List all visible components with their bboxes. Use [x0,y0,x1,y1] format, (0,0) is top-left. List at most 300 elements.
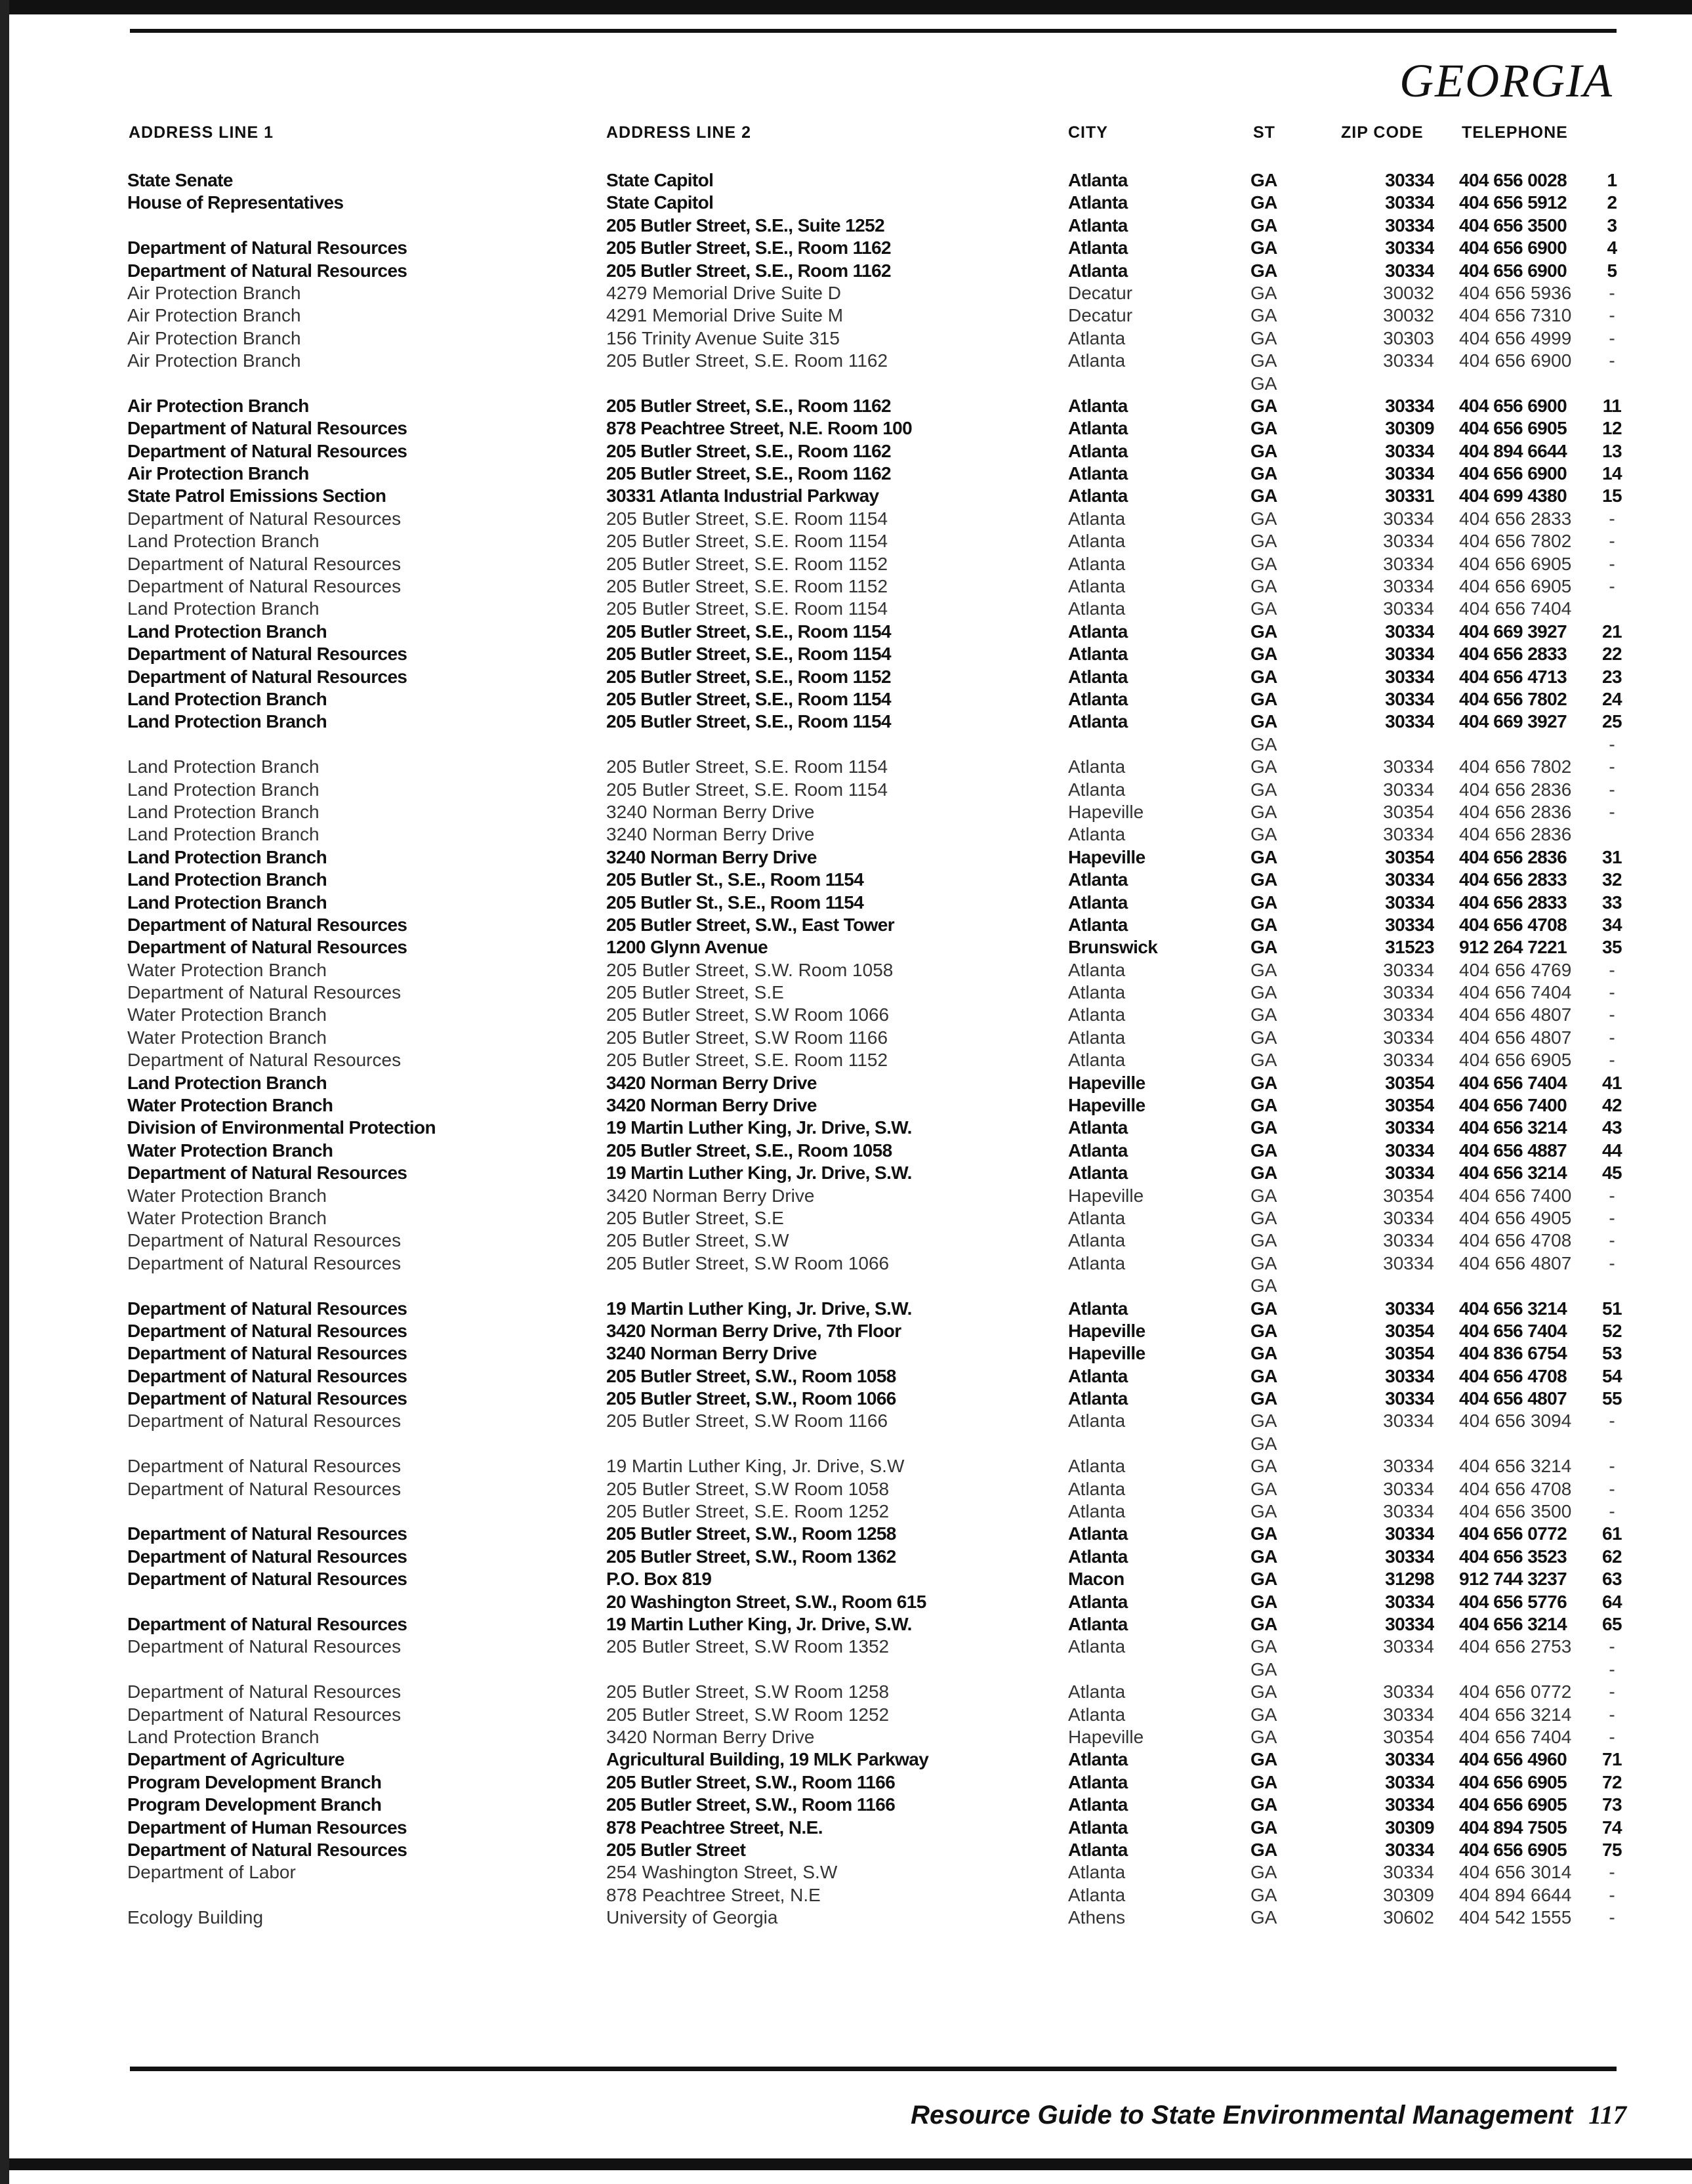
cell-zip-code: 30334 [1385,1388,1434,1409]
cell-address-line-2: 205 Butler Street, S.E., Room 1154 [606,621,892,642]
cell-state: GA [1250,1884,1277,1905]
cell-telephone: 404 656 6905 [1459,576,1572,597]
table-row [0,530,1692,552]
table-row [0,869,1692,891]
cell-address-line-1: Air Protection Branch [127,282,301,303]
cell-zip-code: 30354 [1383,801,1434,822]
cell-city: Athens [1068,1907,1126,1928]
cell-line-number: - [1609,1636,1615,1657]
cell-state: GA [1250,1004,1277,1025]
table-row [0,417,1692,440]
table-row [0,1320,1692,1342]
table-row [0,1365,1692,1388]
cell-line-number: - [1609,1884,1615,1905]
cell-zip-code: 30334 [1385,621,1434,642]
cell-line-number: 45 [1602,1163,1622,1184]
cell-zip-code: 30334 [1385,237,1434,258]
cell-address-line-1: House of Representatives [127,192,344,213]
cell-line-number: - [1609,733,1615,754]
cell-address-line-1: Department of Natural Resources [127,1388,407,1409]
cell-zip-code: 30354 [1383,1726,1434,1747]
scan-edge-top [0,0,1692,14]
cell-city: Atlanta [1068,1614,1128,1634]
page-footer [911,2099,1626,2130]
cell-city: Atlanta [1068,327,1126,348]
cell-address-line-2: 205 Butler Street, S.E. Room 1152 [606,1050,888,1071]
cell-state: GA [1250,1771,1277,1792]
table-row [0,327,1692,350]
cell-city: Atlanta [1068,1478,1126,1499]
cell-address-line-2: 205 Butler St., S.E., Room 1154 [606,869,864,890]
cell-line-number: 42 [1602,1095,1622,1116]
cell-address-line-2: 19 Martin Luther King, Jr. Drive, S.W. [606,1117,912,1138]
cell-city: Brunswick [1068,937,1158,958]
cell-line-number: 12 [1602,418,1622,439]
cell-line-number: 23 [1602,666,1622,687]
cell-city: Atlanta [1068,485,1128,506]
cell-line-number: - [1609,959,1615,980]
cell-city: Atlanta [1068,1546,1128,1567]
cell-line-number: - [1609,531,1615,552]
cell-state: GA [1250,553,1277,574]
cell-state: GA [1250,260,1277,281]
cell-address-line-2: 1200 Glynn Avenue [606,937,768,958]
cell-zip-code: 30334 [1385,1365,1434,1386]
cell-zip-code: 30334 [1385,440,1434,461]
cell-state: GA [1250,531,1277,552]
cell-zip-code: 30334 [1383,1050,1434,1071]
cell-zip-code: 30334 [1385,711,1434,732]
table-row [0,1726,1692,1748]
cell-line-number: 72 [1602,1771,1622,1792]
cell-address-line-1: Department of Natural Resources [127,576,402,597]
cell-line-number: 53 [1602,1343,1622,1364]
cell-address-line-1: Department of Natural Resources [127,1411,402,1432]
cell-line-number: 44 [1602,1140,1622,1161]
cell-zip-code: 30334 [1383,1478,1434,1499]
cell-telephone: 404 656 2753 [1459,1636,1572,1657]
cell-state: GA [1250,576,1277,597]
cell-city: Atlanta [1068,779,1126,800]
cell-address-line-1: Department of Natural Resources [127,1365,407,1386]
cell-address-line-1: Air Protection Branch [127,327,301,348]
cell-state: GA [1250,1275,1277,1296]
cell-address-line-1: Water Protection Branch [127,1207,327,1228]
table-row [0,959,1692,981]
cell-state: GA [1250,463,1277,484]
cell-city: Decatur [1068,305,1133,326]
table-row [0,553,1692,575]
cell-address-line-2: 19 Martin Luther King, Jr. Drive, S.W. [606,1163,912,1184]
cell-telephone: 912 264 7221 [1459,937,1567,958]
cell-state: GA [1250,1298,1277,1319]
cell-line-number: - [1609,1004,1615,1025]
cell-address-line-2: 156 Trinity Avenue Suite 315 [606,327,840,348]
cell-state: GA [1250,508,1277,529]
cell-address-line-1: State Senate [127,170,233,190]
cell-address-line-2: 205 Butler Street, S.W., Room 1166 [606,1771,896,1792]
cell-state: GA [1250,170,1277,190]
cell-city: Atlanta [1068,688,1128,709]
cell-state: GA [1250,598,1277,619]
cell-address-line-2: 205 Butler Street, S.W Room 1252 [606,1704,890,1725]
cell-zip-code: 31298 [1385,1569,1434,1590]
cell-telephone: 404 656 6905 [1459,1771,1567,1792]
cell-line-number: - [1609,1411,1615,1432]
cell-city: Atlanta [1068,1411,1126,1432]
cell-zip-code: 30334 [1385,688,1434,709]
cell-city: Atlanta [1068,1027,1126,1048]
scan-edge-bottom [9,2158,1692,2170]
cell-state: GA [1250,237,1277,258]
table-row [0,598,1692,620]
cell-state: GA [1250,801,1277,822]
cell-zip-code: 30354 [1385,1343,1434,1364]
cell-state: GA [1250,1659,1277,1679]
table-row [0,1049,1692,1071]
cell-address-line-1: Air Protection Branch [127,463,309,484]
cell-zip-code: 30032 [1383,305,1434,326]
cell-state: GA [1250,1343,1277,1364]
cell-address-line-2: 205 Butler Street, S.W., Room 1258 [606,1523,896,1544]
cell-state: GA [1250,711,1277,732]
cell-zip-code: 30334 [1385,170,1434,190]
cell-line-number: 5 [1607,260,1617,281]
cell-city: Atlanta [1068,1230,1126,1251]
cell-city: Atlanta [1068,1004,1126,1025]
cell-address-line-1: Land Protection Branch [127,1072,327,1093]
cell-address-line-2: 19 Martin Luther King, Jr. Drive, S.W [606,1456,905,1477]
cell-state: GA [1250,733,1277,754]
cell-address-line-1: Department of Natural Resources [127,666,407,687]
cell-address-line-2: 205 Butler Street, S.W Room 1058 [606,1478,890,1499]
cell-telephone: 404 656 2833 [1459,644,1567,665]
table-row [0,756,1692,778]
table-row [0,1659,1692,1681]
cell-line-number: 63 [1602,1569,1622,1590]
table-row [0,350,1692,372]
cell-line-number: - [1609,1050,1615,1071]
cell-zip-code: 30334 [1383,1862,1434,1883]
table-row [0,440,1692,463]
cell-state: GA [1250,395,1277,416]
cell-zip-code: 30334 [1383,1501,1434,1522]
cell-state: GA [1250,1591,1277,1612]
cell-zip-code: 30334 [1385,644,1434,665]
cell-state: GA [1250,1817,1277,1838]
cell-city: Atlanta [1068,598,1126,619]
cell-address-line-1: Department of Agriculture [127,1749,344,1770]
cell-address-line-1: Land Protection Branch [127,688,327,709]
table-row [0,688,1692,711]
cell-zip-code: 30334 [1385,395,1434,416]
cell-telephone: 404 656 4807 [1459,1388,1567,1409]
cell-telephone: 404 656 4769 [1459,959,1572,980]
cell-city: Atlanta [1068,982,1126,1003]
cell-address-line-1: Department of Natural Resources [127,1839,407,1860]
cell-telephone: 404 656 7404 [1459,1726,1572,1747]
cell-line-number: 62 [1602,1546,1622,1567]
cell-telephone: 404 656 4708 [1459,1365,1567,1386]
cell-state: GA [1250,1907,1277,1928]
cell-telephone: 404 656 4887 [1459,1140,1567,1161]
cell-line-number: - [1609,1456,1615,1477]
bottom-rule [130,2067,1617,2071]
table-row [0,192,1692,214]
cell-telephone: 404 656 7404 [1459,982,1572,1003]
cell-address-line-1: Department of Natural Resources [127,508,402,529]
cell-state: GA [1250,1569,1277,1590]
cell-zip-code: 30334 [1383,1252,1434,1273]
cell-zip-code: 30334 [1383,1411,1434,1432]
cell-zip-code: 30334 [1383,1681,1434,1702]
cell-line-number: - [1609,756,1615,777]
cell-line-number: 73 [1602,1794,1622,1815]
cell-telephone: 404 656 4807 [1459,1027,1572,1048]
cell-state: GA [1250,1365,1277,1386]
table-row [0,1275,1692,1297]
cell-line-number: - [1609,327,1615,348]
page-title: GEORGIA [1399,54,1613,107]
cell-telephone: 404 656 6905 [1459,1839,1567,1860]
cell-address-line-2: 205 Butler Street, S.W Room 1066 [606,1252,890,1273]
table-row [0,282,1692,304]
cell-address-line-2: 205 Butler Street, S.W. Room 1058 [606,959,894,980]
cell-line-number: 13 [1602,440,1622,461]
cell-zip-code: 30334 [1383,982,1434,1003]
cell-zip-code: 30334 [1385,666,1434,687]
cell-city: Atlanta [1068,1884,1126,1905]
cell-address-line-1: Department of Natural Resources [127,1456,402,1477]
cell-zip-code: 31523 [1385,937,1434,958]
table-row [0,981,1692,1004]
cell-address-line-2: 205 Butler Street, S.E. Room 1154 [606,508,888,529]
cell-telephone: 404 656 6905 [1459,418,1567,439]
cell-address-line-1: Department of Natural Resources [127,1704,402,1725]
cell-address-line-1: Department of Natural Resources [127,914,407,935]
cell-address-line-2: 205 Butler Street, S.E., Room 1154 [606,644,892,665]
cell-telephone: 404 656 2836 [1459,801,1572,822]
cell-city: Hapeville [1068,1185,1144,1206]
cell-city: Atlanta [1068,350,1126,371]
cell-zip-code: 30032 [1383,282,1434,303]
cell-address-line-2: P.O. Box 819 [606,1569,712,1590]
cell-address-line-2: 205 Butler Street, S.E [606,1207,784,1228]
cell-state: GA [1250,1163,1277,1184]
cell-address-line-2: 205 Butler Street, S.E., Room 1162 [606,440,892,461]
cell-line-number: - [1609,1478,1615,1499]
cell-address-line-2: 205 Butler Street, S.W Room 1166 [606,1027,888,1048]
cell-zip-code: 30334 [1383,1456,1434,1477]
cell-address-line-2: 19 Martin Luther King, Jr. Drive, S.W. [606,1298,912,1319]
cell-telephone: 404 656 3014 [1459,1862,1572,1883]
cell-state: GA [1250,892,1277,913]
cell-address-line-2: 3420 Norman Berry Drive [606,1185,815,1206]
cell-state: GA [1250,982,1277,1003]
cell-line-number: 52 [1602,1320,1622,1341]
table-row [0,1636,1692,1658]
cell-zip-code: 30334 [1383,350,1434,371]
cell-city: Atlanta [1068,508,1126,529]
cell-line-number: - [1609,1907,1615,1928]
cell-city: Atlanta [1068,1839,1128,1860]
cell-line-number: 35 [1602,937,1622,958]
cell-telephone: 404 656 3523 [1459,1546,1567,1567]
cell-zip-code: 30334 [1383,1636,1434,1657]
cell-telephone: 404 656 4708 [1459,914,1567,935]
table-row [0,1410,1692,1432]
cell-city: Atlanta [1068,1252,1126,1273]
cell-city: Atlanta [1068,892,1128,913]
cell-city: Atlanta [1068,1117,1128,1138]
cell-telephone: 404 656 7802 [1459,531,1572,552]
footer-text: Resource Guide to State Environmental Management [911,2101,1573,2130]
cell-zip-code: 30309 [1385,1817,1434,1838]
cell-address-line-2: 205 Butler Street, S.E. Room 1162 [606,350,888,371]
cell-telephone: 404 656 7310 [1459,305,1572,326]
cell-address-line-1: Department of Natural Resources [127,1569,407,1590]
cell-address-line-2: 30331 Atlanta Industrial Parkway [606,485,879,506]
cell-zip-code: 30354 [1385,1320,1434,1341]
cell-state: GA [1250,779,1277,800]
cell-line-number: 71 [1602,1749,1622,1770]
table-row [0,1162,1692,1184]
cell-telephone: 404 656 3214 [1459,1298,1567,1319]
cell-address-line-1: Department of Natural Resources [127,440,407,461]
cell-address-line-1: Land Protection Branch [127,892,327,913]
table-row [0,508,1692,530]
cell-line-number: 21 [1602,621,1622,642]
cell-city: Hapeville [1068,1320,1145,1341]
table-row [0,936,1692,958]
cell-state: GA [1250,1794,1277,1815]
cell-state: GA [1250,688,1277,709]
cell-zip-code: 30334 [1385,192,1434,213]
cell-address-line-2: 205 Butler Street, S.E. Room 1252 [606,1501,890,1522]
table-row [0,779,1692,801]
cell-line-number: 51 [1602,1298,1622,1319]
cell-state: GA [1250,373,1277,394]
cell-telephone: 404 656 6905 [1459,1050,1572,1071]
table-row [0,892,1692,914]
cell-state: GA [1250,485,1277,506]
cell-city: Atlanta [1068,553,1126,574]
cell-state: GA [1250,305,1277,326]
table-row [0,395,1692,417]
cell-address-line-2: State Capitol [606,170,714,190]
cell-zip-code: 30334 [1385,892,1434,913]
cell-address-line-1: Land Protection Branch [127,846,327,867]
cell-address-line-2: 3240 Norman Berry Drive [606,846,817,867]
table-row [0,1591,1692,1613]
cell-address-line-1: Land Protection Branch [127,779,320,800]
cell-line-number: 25 [1602,711,1622,732]
cell-state: GA [1250,1388,1277,1409]
cell-address-line-2: 19 Martin Luther King, Jr. Drive, S.W. [606,1614,912,1634]
cell-address-line-2: 205 Butler Street, S.W Room 1166 [606,1411,888,1432]
cell-state: GA [1250,1252,1277,1273]
table-row [0,1681,1692,1703]
cell-state: GA [1250,1749,1277,1770]
cell-address-line-2: 205 Butler Street, S.E., Room 1154 [606,688,892,709]
cell-address-line-1: Department of Natural Resources [127,1343,407,1364]
cell-telephone: 404 656 6905 [1459,1794,1567,1815]
cell-state: GA [1250,327,1277,348]
cell-telephone: 404 656 7400 [1459,1185,1572,1206]
cell-address-line-2: 3420 Norman Berry Drive [606,1095,817,1116]
cell-city: Atlanta [1068,215,1128,236]
table-row [0,1478,1692,1500]
table-row [0,1072,1692,1094]
cell-line-number: 2 [1607,192,1617,213]
cell-city: Hapeville [1068,846,1145,867]
cell-zip-code: 30334 [1383,598,1434,619]
cell-address-line-1: State Patrol Emissions Section [127,485,386,506]
cell-city: Hapeville [1068,1095,1145,1116]
cell-telephone: 404 656 3094 [1459,1411,1572,1432]
cell-city: Atlanta [1068,418,1128,439]
cell-address-line-2: 205 Butler Street, S.E., Room 1058 [606,1140,892,1161]
cell-city: Atlanta [1068,756,1126,777]
cell-city: Atlanta [1068,192,1128,213]
cell-state: GA [1250,666,1277,687]
cell-city: Atlanta [1068,1501,1126,1522]
cell-address-line-2: 20 Washington Street, S.W., Room 615 [606,1591,926,1612]
column-header-zip-code: ZIP CODE [1341,123,1424,142]
cell-address-line-2: 205 Butler Street, S.E., Room 1162 [606,395,892,416]
cell-zip-code: 30334 [1385,1794,1434,1815]
cell-address-line-1: Department of Natural Resources [127,1478,402,1499]
cell-city: Atlanta [1068,1862,1126,1883]
cell-state: GA [1250,1862,1277,1883]
cell-line-number: - [1609,779,1615,800]
cell-address-line-1: Air Protection Branch [127,350,301,371]
cell-zip-code: 30334 [1385,1117,1434,1138]
cell-address-line-1: Water Protection Branch [127,1095,333,1116]
table-header [0,123,1692,150]
column-header-address-line-1: ADDRESS LINE 1 [129,123,274,142]
cell-address-line-2: 205 Butler Street, S.E [606,982,784,1003]
cell-zip-code: 30334 [1385,260,1434,281]
cell-telephone: 404 656 4708 [1459,1230,1572,1251]
cell-address-line-1: Land Protection Branch [127,711,327,732]
cell-telephone: 404 894 7505 [1459,1817,1567,1838]
cell-zip-code: 30334 [1385,463,1434,484]
cell-zip-code: 30334 [1385,1614,1434,1634]
cell-city: Atlanta [1068,1817,1128,1838]
table-row [0,1817,1692,1839]
cell-city: Hapeville [1068,801,1144,822]
cell-address-line-2: 205 Butler Street, S.E. Room 1152 [606,576,888,597]
cell-address-line-2: 205 Butler Street, S.E., Room 1162 [606,237,892,258]
table-row [0,575,1692,598]
cell-line-number: 33 [1602,892,1622,913]
cell-state: GA [1250,1546,1277,1567]
cell-city: Atlanta [1068,1163,1128,1184]
table-row [0,1861,1692,1884]
cell-address-line-1: Program Development Branch [127,1794,382,1815]
cell-zip-code: 30334 [1383,1027,1434,1048]
cell-address-line-2: 205 Butler Street, S.E. Room 1154 [606,531,888,552]
cell-line-number: 14 [1602,463,1622,484]
cell-telephone: 404 656 7400 [1459,1095,1567,1116]
cell-address-line-1: Water Protection Branch [127,1140,333,1161]
cell-city: Atlanta [1068,711,1128,732]
cell-line-number: - [1609,1681,1615,1702]
cell-city: Atlanta [1068,1388,1128,1409]
cell-state: GA [1250,869,1277,890]
cell-telephone: 404 656 7404 [1459,1072,1567,1093]
